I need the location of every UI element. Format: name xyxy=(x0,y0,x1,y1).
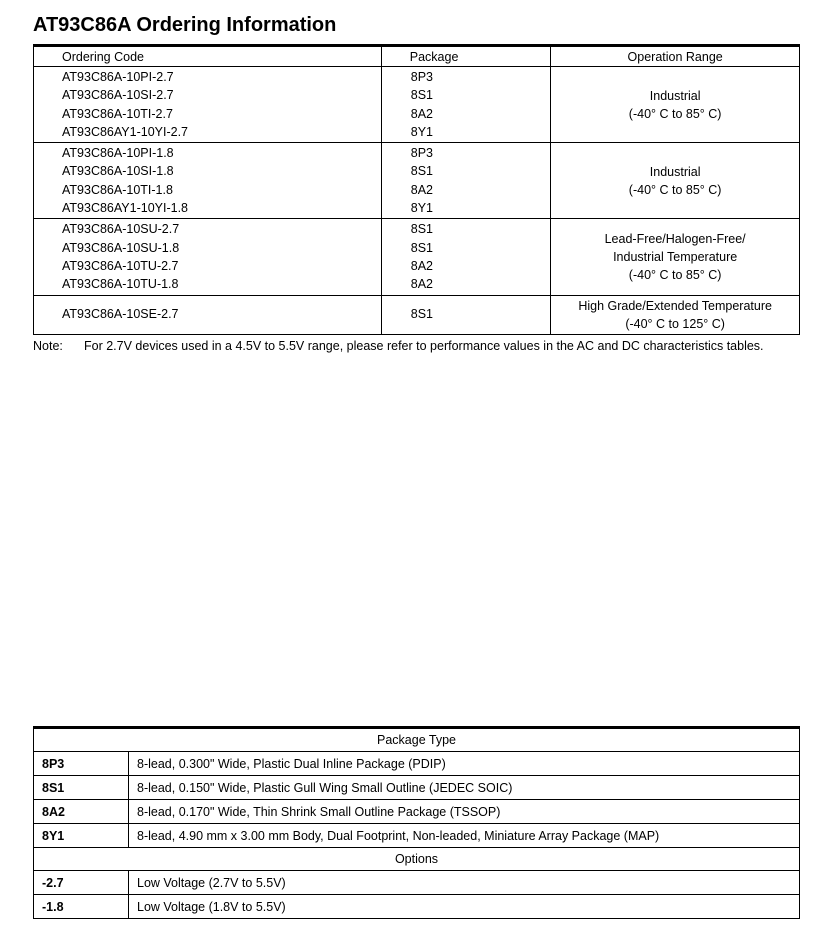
option-code: -1.8 xyxy=(34,895,129,919)
package-code: 8S1 xyxy=(410,307,433,322)
package-code: 8Y1 xyxy=(410,124,433,139)
package-code: 8A2 xyxy=(410,106,433,121)
package-type-code: 8Y1 xyxy=(34,824,129,848)
package-code: 8P3 xyxy=(410,70,433,84)
option-description: Low Voltage (2.7V to 5.5V) xyxy=(129,871,800,895)
package-code: 8A2 xyxy=(410,277,433,292)
note-text: For 2.7V devices used in a 4.5V to 5.5V range, please refer to performance values in the AC and DC characteristics tables. xyxy=(84,339,764,353)
operation-range-line: Industrial xyxy=(649,88,701,103)
options-header-row xyxy=(34,848,800,871)
package-code: 8A2 xyxy=(410,258,433,273)
operation-range-line: High Grade/Extended Temperature xyxy=(578,298,772,313)
ordering-code: AT93C86A-10TI-2.7 xyxy=(62,106,173,121)
header-operation-range: Operation Range xyxy=(551,46,800,67)
ordering-group xyxy=(34,67,800,143)
ordering-code: AT93C86AY1-10YI-1.8 xyxy=(62,201,188,216)
package-type-header: Package Type xyxy=(34,728,800,752)
ordering-table-header xyxy=(34,46,800,67)
note-label: Note: xyxy=(33,339,63,353)
package-code: 8S1 xyxy=(410,240,433,255)
ordering-code: AT93C86A-10TU-1.8 xyxy=(62,277,179,292)
ordering-code: AT93C86A-10SU-2.7 xyxy=(62,222,180,237)
table-note xyxy=(33,339,764,353)
ordering-code: AT93C86A-10SE-2.7 xyxy=(62,307,179,322)
package-row xyxy=(34,752,800,776)
package-row xyxy=(34,800,800,824)
ordering-code: AT93C86A-10PI-1.8 xyxy=(62,146,174,161)
package-codes-cell xyxy=(381,219,551,295)
ordering-code: AT93C86A-10SI-2.7 xyxy=(62,88,174,103)
package-type-table xyxy=(33,726,800,919)
operation-range-cell xyxy=(551,67,800,143)
ordering-code: AT93C86A-10SU-1.8 xyxy=(62,240,180,255)
options-header: Options xyxy=(34,848,800,871)
package-code: 8S1 xyxy=(410,222,433,237)
ordering-code: AT93C86A-10TU-2.7 xyxy=(62,258,179,273)
ordering-code: AT93C86A-10SI-1.8 xyxy=(62,164,174,179)
ordering-codes-cell xyxy=(34,67,382,143)
ordering-code: AT93C86A-10TI-1.8 xyxy=(62,182,173,197)
ordering-code: AT93C86AY1-10YI-2.7 xyxy=(62,124,188,139)
option-description: Low Voltage (1.8V to 5.5V) xyxy=(129,895,800,919)
package-row xyxy=(34,824,800,848)
package-type-code: 8S1 xyxy=(34,776,129,800)
operation-range-cell xyxy=(551,143,800,219)
package-type-code: 8A2 xyxy=(34,800,129,824)
ordering-group xyxy=(34,143,800,219)
ordering-group xyxy=(34,219,800,295)
page-title: AT93C86A Ordering Information xyxy=(33,14,337,36)
operation-range-line: Industrial Temperature xyxy=(613,249,738,264)
package-type-header-row xyxy=(34,728,800,752)
package-type-description: 8-lead, 0.150" Wide, Plastic Gull Wing Small Outline (JEDEC SOIC) xyxy=(129,776,800,800)
package-code: 8A2 xyxy=(410,182,433,197)
operation-range-line: (-40° C to 85° C) xyxy=(628,106,722,121)
package-type-description: 8-lead, 0.300" Wide, Plastic Dual Inline Package (PDIP) xyxy=(129,752,800,776)
ordering-group xyxy=(34,295,800,334)
package-code: 8P3 xyxy=(410,146,433,161)
package-type-description: 8-lead, 0.170" Wide, Thin Shrink Small Outline Package (TSSOP) xyxy=(129,800,800,824)
package-type-description: 8-lead, 4.90 mm x 3.00 mm Body, Dual Footprint, Non-leaded, Miniature Array Package (MAP) xyxy=(129,824,800,848)
ordering-codes-cell xyxy=(34,143,382,219)
package-row xyxy=(34,776,800,800)
package-code: 8S1 xyxy=(410,88,433,103)
package-code: 8Y1 xyxy=(410,201,433,216)
header-ordering-code: Ordering Code xyxy=(34,46,382,67)
package-code: 8S1 xyxy=(410,164,433,179)
ordering-code: AT93C86A-10PI-2.7 xyxy=(62,70,174,84)
operation-range-line: (-40° C to 85° C) xyxy=(628,182,722,197)
option-row xyxy=(34,871,800,895)
ordering-codes-cell xyxy=(34,295,382,334)
package-codes-cell xyxy=(381,295,551,334)
operation-range-line: Industrial xyxy=(649,164,701,179)
package-type-code: 8P3 xyxy=(34,752,129,776)
ordering-table xyxy=(33,44,800,335)
operation-range-cell xyxy=(551,295,800,334)
operation-range-line: Lead-Free/Halogen-Free/ xyxy=(604,231,746,246)
operation-range-cell xyxy=(551,219,800,295)
option-row xyxy=(34,895,800,919)
operation-range-line: (-40° C to 125° C) xyxy=(625,316,725,331)
package-codes-cell xyxy=(381,67,551,143)
option-code: -2.7 xyxy=(34,871,129,895)
package-codes-cell xyxy=(381,143,551,219)
ordering-codes-cell xyxy=(34,219,382,295)
operation-range-line: (-40° C to 85° C) xyxy=(628,267,722,282)
header-package: Package xyxy=(381,46,551,67)
